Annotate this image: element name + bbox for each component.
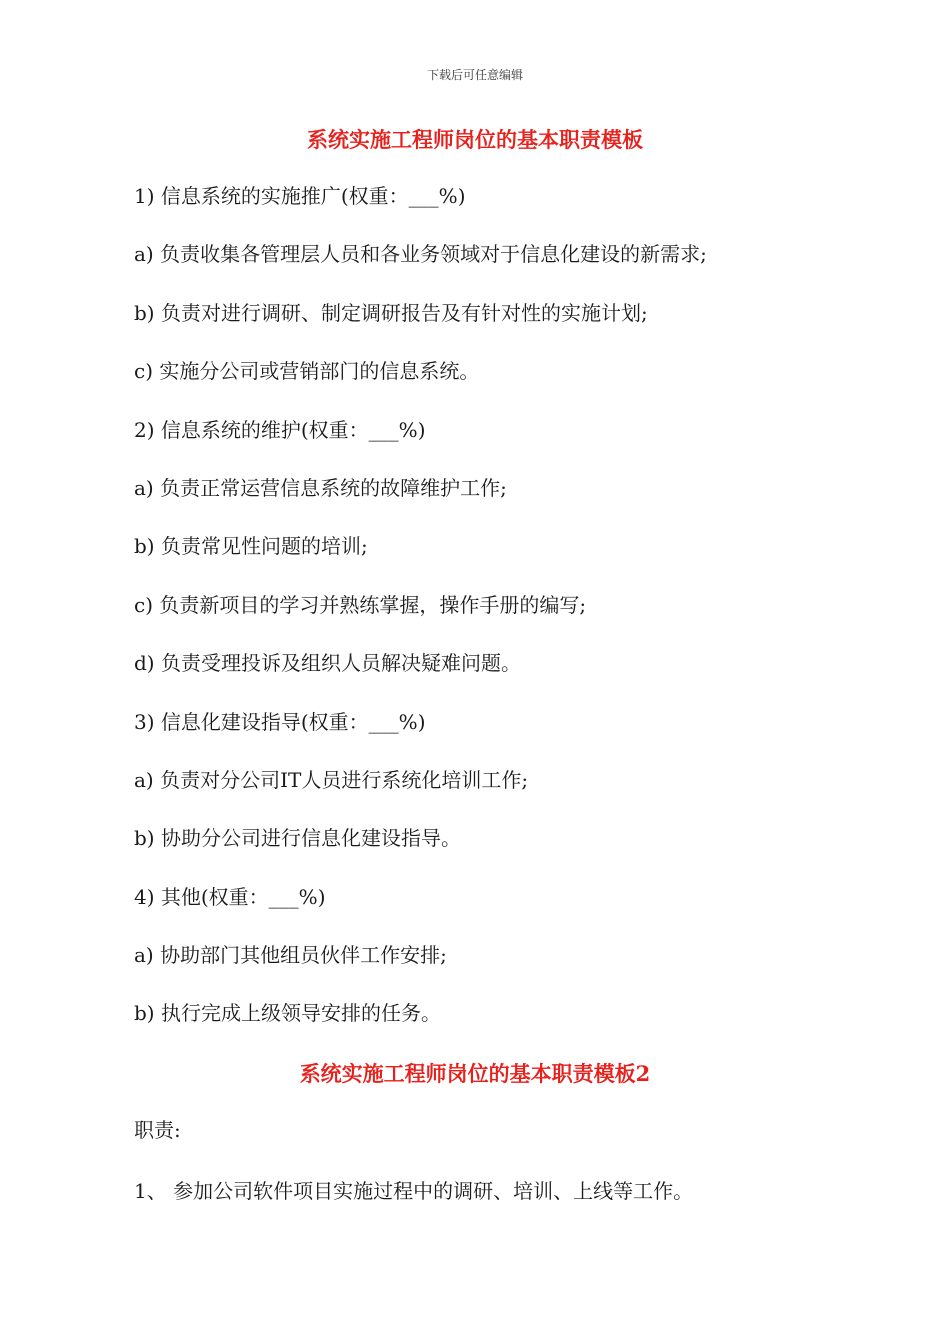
section-2-title: 系统实施工程师岗位的基本职责模板2: [299, 1061, 651, 1086]
body-line: b) 负责对进行调研、制定调研报告及有针对性的实施计划;: [134, 300, 648, 325]
body-line: 1、 参加公司软件项目实施过程中的调研、培训、上线等工作。: [134, 1179, 694, 1203]
body-line: 3) 信息化建设指导(权重：___%): [134, 709, 426, 734]
body-line: c) 负责新项目的学习并熟练掌握，操作手册的编写;: [134, 592, 587, 617]
section-1-body: [134, 182, 854, 1058]
body-line: a) 协助部门其他组员伙伴工作安排;: [134, 943, 447, 968]
body-line: b) 负责常见性问题的培训;: [134, 534, 368, 559]
body-line: 2) 信息系统的维护(权重：___%): [134, 417, 426, 442]
body-line: d) 负责受理投诉及组织人员解决疑难问题。: [134, 651, 521, 676]
body-line: 4) 其他(权重：___%): [134, 884, 326, 909]
section-1-title: 系统实施工程师岗位的基本职责模板: [307, 127, 643, 152]
body-line: b) 协助分公司进行信息化建设指导。: [134, 826, 461, 851]
body-line: a) 负责对分公司IT人员进行系统化培训工作;: [134, 767, 529, 792]
body-line: c) 实施分公司或营销部门的信息系统。: [134, 359, 480, 384]
body-line: b) 执行完成上级领导安排的任务。: [134, 1001, 441, 1026]
body-line: 1) 信息系统的实施推广(权重：___%): [134, 184, 466, 208]
body-line: a) 负责正常运营信息系统的故障维护工作;: [134, 475, 507, 500]
body-line: 职责:: [134, 1118, 181, 1142]
section-2-body: [134, 1116, 854, 1238]
body-line: a) 负责收集各管理层人员和各业务领域对于信息化建设的新需求;: [134, 242, 707, 267]
header-note: 下载后可任意编辑: [426, 68, 523, 82]
